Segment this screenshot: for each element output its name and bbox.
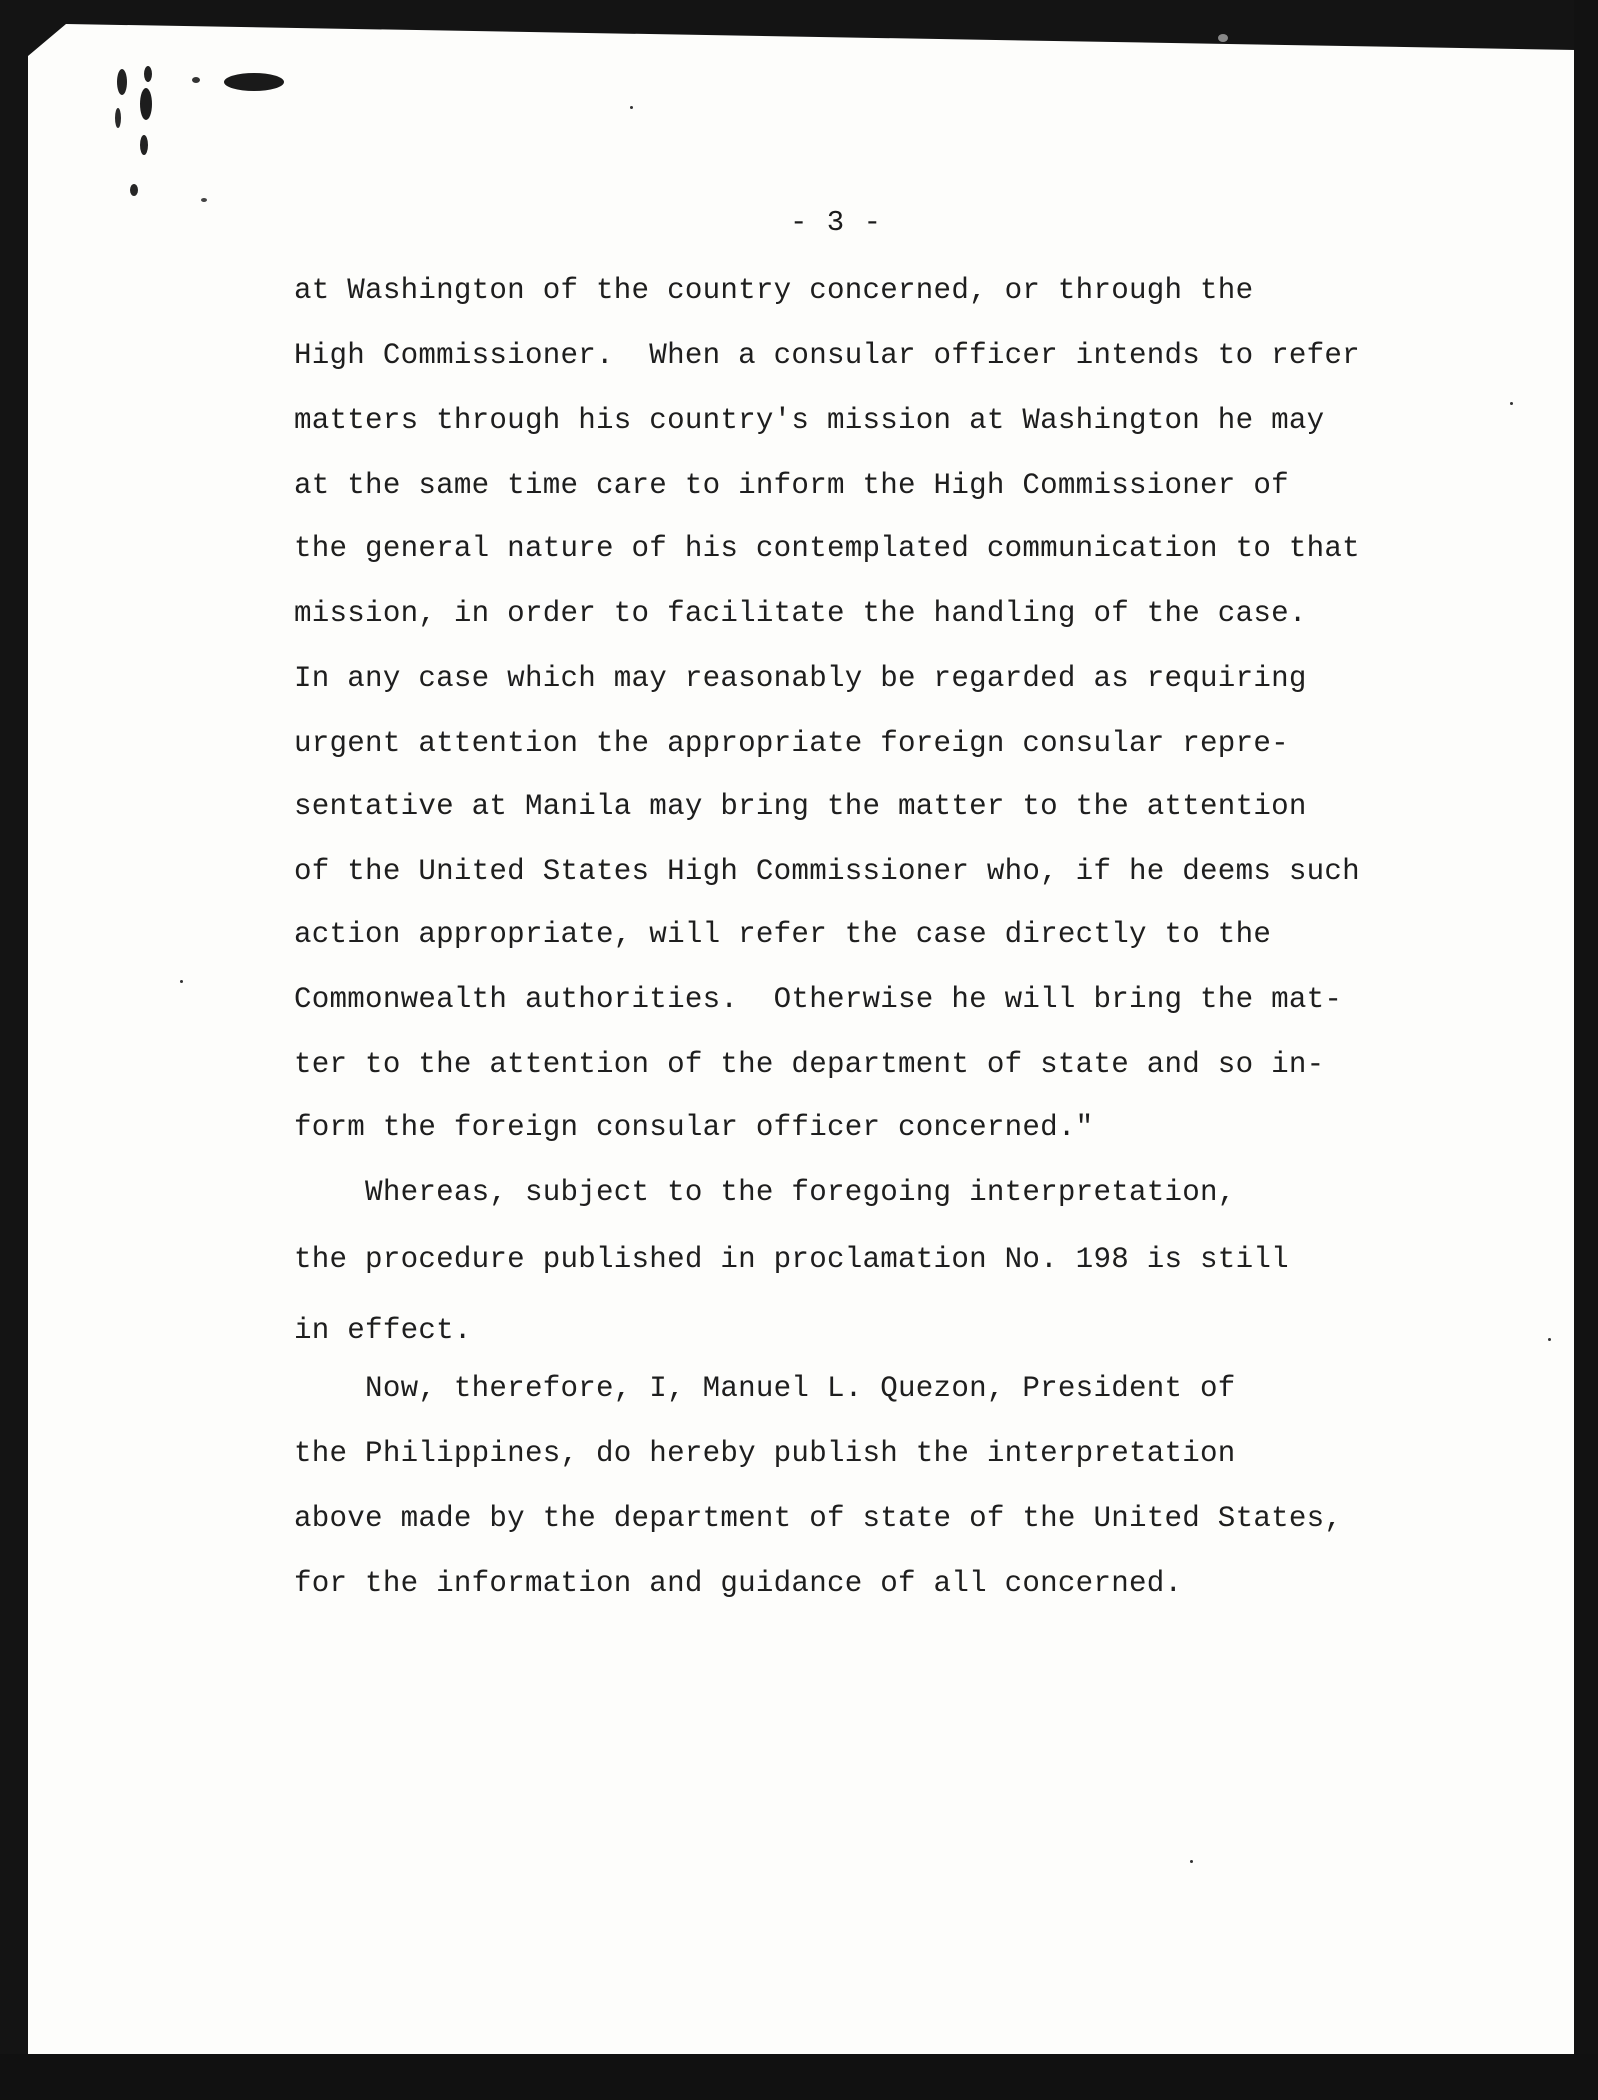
text-line-7: In any case which may reasonably be regarded as requiring (294, 662, 1307, 695)
text-line-17: in effect. (294, 1314, 472, 1347)
text-line-6: mission, in order to facilitate the handling of the case. (294, 597, 1307, 630)
text-line-12: Commonwealth authorities. Otherwise he will bring the mat- (294, 983, 1343, 1016)
text-line-14: form the foreign consular officer concerned." (294, 1111, 1094, 1144)
text-line-16: the procedure published in proclamation No. 198 is still (294, 1243, 1289, 1276)
dust-speck (1218, 34, 1228, 42)
text-line-11: action appropriate, will refer the case directly to the (294, 918, 1272, 951)
text-line-10: of the United States High Commissioner who, if he deems such (294, 855, 1360, 888)
text-line-15: Whereas, subject to the foregoing interpretation, (294, 1176, 1236, 1209)
text-line-1: at Washington of the country concerned, or through the (294, 274, 1254, 307)
ink-marks (100, 50, 300, 210)
dust-speck (1190, 1860, 1193, 1863)
scan-edge-right (1574, 0, 1598, 2100)
text-line-3: matters through his country's mission at Washington he may (294, 404, 1325, 437)
text-line-21: for the information and guidance of all concerned. (294, 1567, 1183, 1600)
dust-speck (630, 106, 633, 109)
text-line-8: urgent attention the appropriate foreign consular repre- (294, 727, 1289, 760)
text-line-2: High Commissioner. When a consular officer intends to refer (294, 339, 1360, 372)
text-line-20: above made by the department of state of the United States, (294, 1502, 1343, 1535)
dust-speck (180, 980, 183, 983)
dust-speck (1548, 1338, 1551, 1341)
scan-edge-bottom (0, 2054, 1598, 2100)
dust-speck (1510, 402, 1513, 405)
text-line-5: the general nature of his contemplated communication to that (294, 532, 1360, 565)
text-line-9: sentative at Manila may bring the matter to the attention (294, 790, 1307, 823)
text-line-13: ter to the attention of the department of state and so in- (294, 1048, 1325, 1081)
text-line-18: Now, therefore, I, Manuel L. Quezon, President of (294, 1372, 1236, 1405)
text-line-19: the Philippines, do hereby publish the interpretation (294, 1437, 1236, 1470)
text-line-4: at the same time care to inform the High Commissioner of (294, 469, 1289, 502)
page-number: - 3 - (790, 206, 883, 239)
document-page (28, 24, 1576, 2058)
